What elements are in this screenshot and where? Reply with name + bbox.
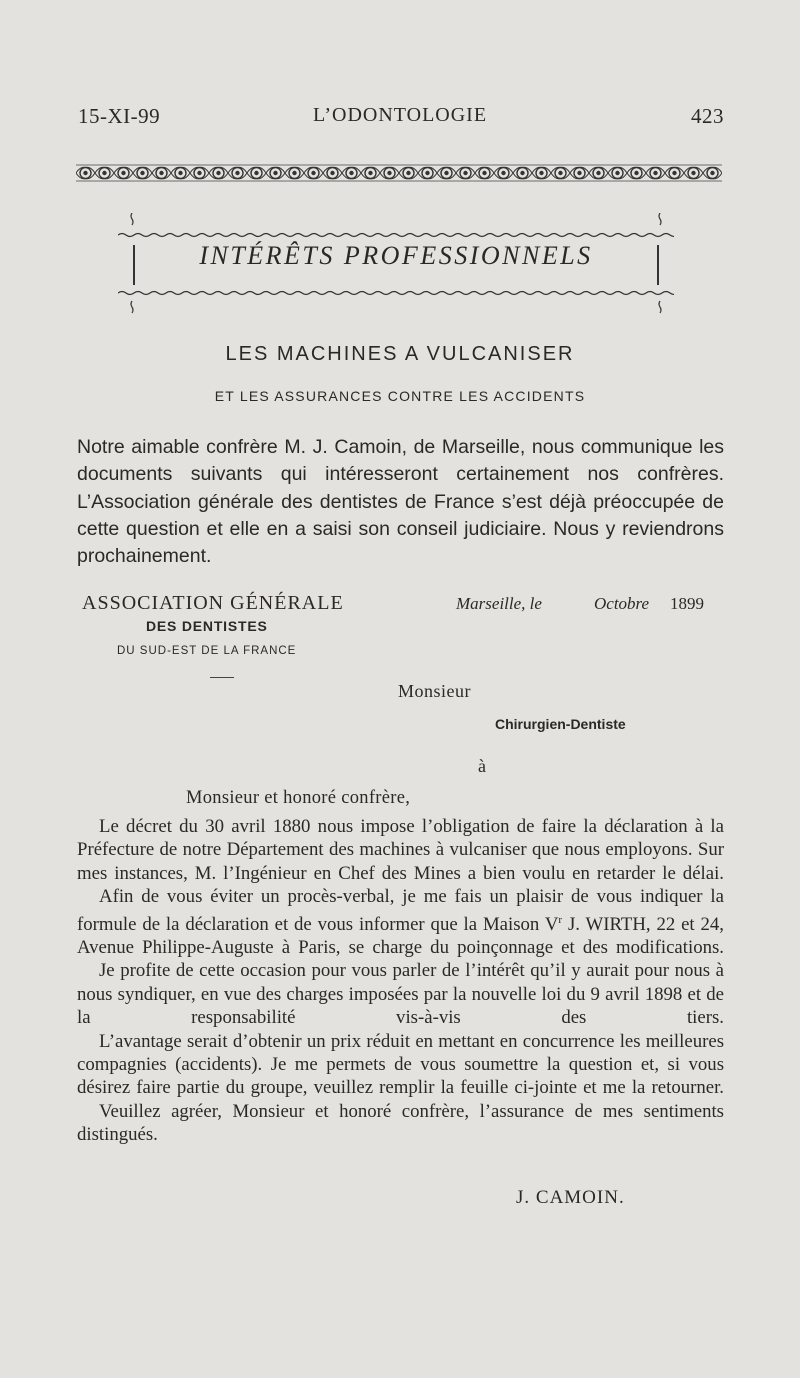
letter-paragraph-2-superscript: r — [558, 913, 563, 926]
letterhead-line-2: DES DENTISTES — [146, 618, 268, 634]
salutation: Monsieur et honoré confrère, — [186, 788, 411, 808]
dateline-place: Marseille, le — [456, 594, 542, 613]
intro-paragraph: Notre aimable confrère M. J. Camoin, de Marseille, nous communique les documents suivants qui intéresseront certainement nos confrères. L’Association générale des dentistes de France s’est déjà préoccupée de cette question et elle en a saisi son conseil judiciaire. Nous y reviendrons prochainement. — [77, 436, 724, 568]
running-head-journal: L’ODONTOLOGIE — [312, 104, 488, 126]
letter-paragraph-2-end: J. WIRTH, 22 et 24, Avenue Philippe-Auguste à Paris, se charge du poinçonnage et des modifications. — [77, 913, 724, 959]
dateline-month: Octobre — [594, 594, 650, 613]
article-subtitle: ET LES ASSURANCES CONTRE LES ACCIDENTS — [214, 388, 586, 404]
letterhead-line-3: DU SUD-EST DE LA FRANCE — [117, 645, 297, 657]
article-title: LES MACHINES A VULCANISER — [225, 343, 575, 365]
page-number: 423 — [691, 104, 724, 128]
running-head-date: 15-XI-99 — [78, 104, 161, 128]
addressee-title: Chirurgien-Dentiste — [495, 716, 626, 732]
dateline-year: 1899 — [670, 594, 704, 613]
letterhead-rule — [210, 677, 234, 678]
letter-paragraph-1: Le décret du 30 avril 1880 nous impose l’obligation de faire la déclaration à la Préfecture de notre Département des machines à vulcaniser que nous employons. Sur mes instances, M. l’Ingénieur en Chef des Mines a bien voulu en retarder le délai. — [77, 816, 724, 884]
letter-paragraph-3: Je profite de cette occasion pour vous parler de l’intérêt qu’il y aurait pour nous à nous syndiquer, en vue des charges imposées par la nouvelle loi du 9 avril 1898 et de la responsabilité vis-à-vis des tiers. — [77, 960, 724, 1029]
section-title-frame — [118, 213, 674, 333]
letter-body — [77, 815, 724, 1147]
addressee: Monsieur — [398, 681, 471, 701]
section-title: INTÉRÊTS PROFESSIONNELS — [199, 241, 593, 270]
addressee-a: à — [478, 756, 486, 776]
letter-paragraph-2 — [77, 885, 724, 959]
letter-paragraph-2-start: Afin de vous éviter un procès-verbal, je me fais un plaisir de vous indiquer la formule de la déclaration et de vous informer que la Maison V — [77, 886, 724, 935]
letter-paragraph-5: Veuillez agréer, Monsieur et honoré confrère, l’assurance de mes sentiments distingués. — [77, 1100, 724, 1146]
signature: J. CAMOIN. — [516, 1187, 625, 1208]
letterhead-line-1: ASSOCIATION GÉNÉRALE — [82, 592, 344, 614]
ornament-band — [76, 163, 722, 183]
letter-paragraph-4: L’avantage serait d’obtenir un prix réduit en mettant en concurrence les meilleures compagnies (accidents). Je me permets de vous soumettre la question et, si vous désirez faire partie du groupe, veuillez remplir la feuille ci-jointe et me la retourner. — [77, 1030, 724, 1099]
